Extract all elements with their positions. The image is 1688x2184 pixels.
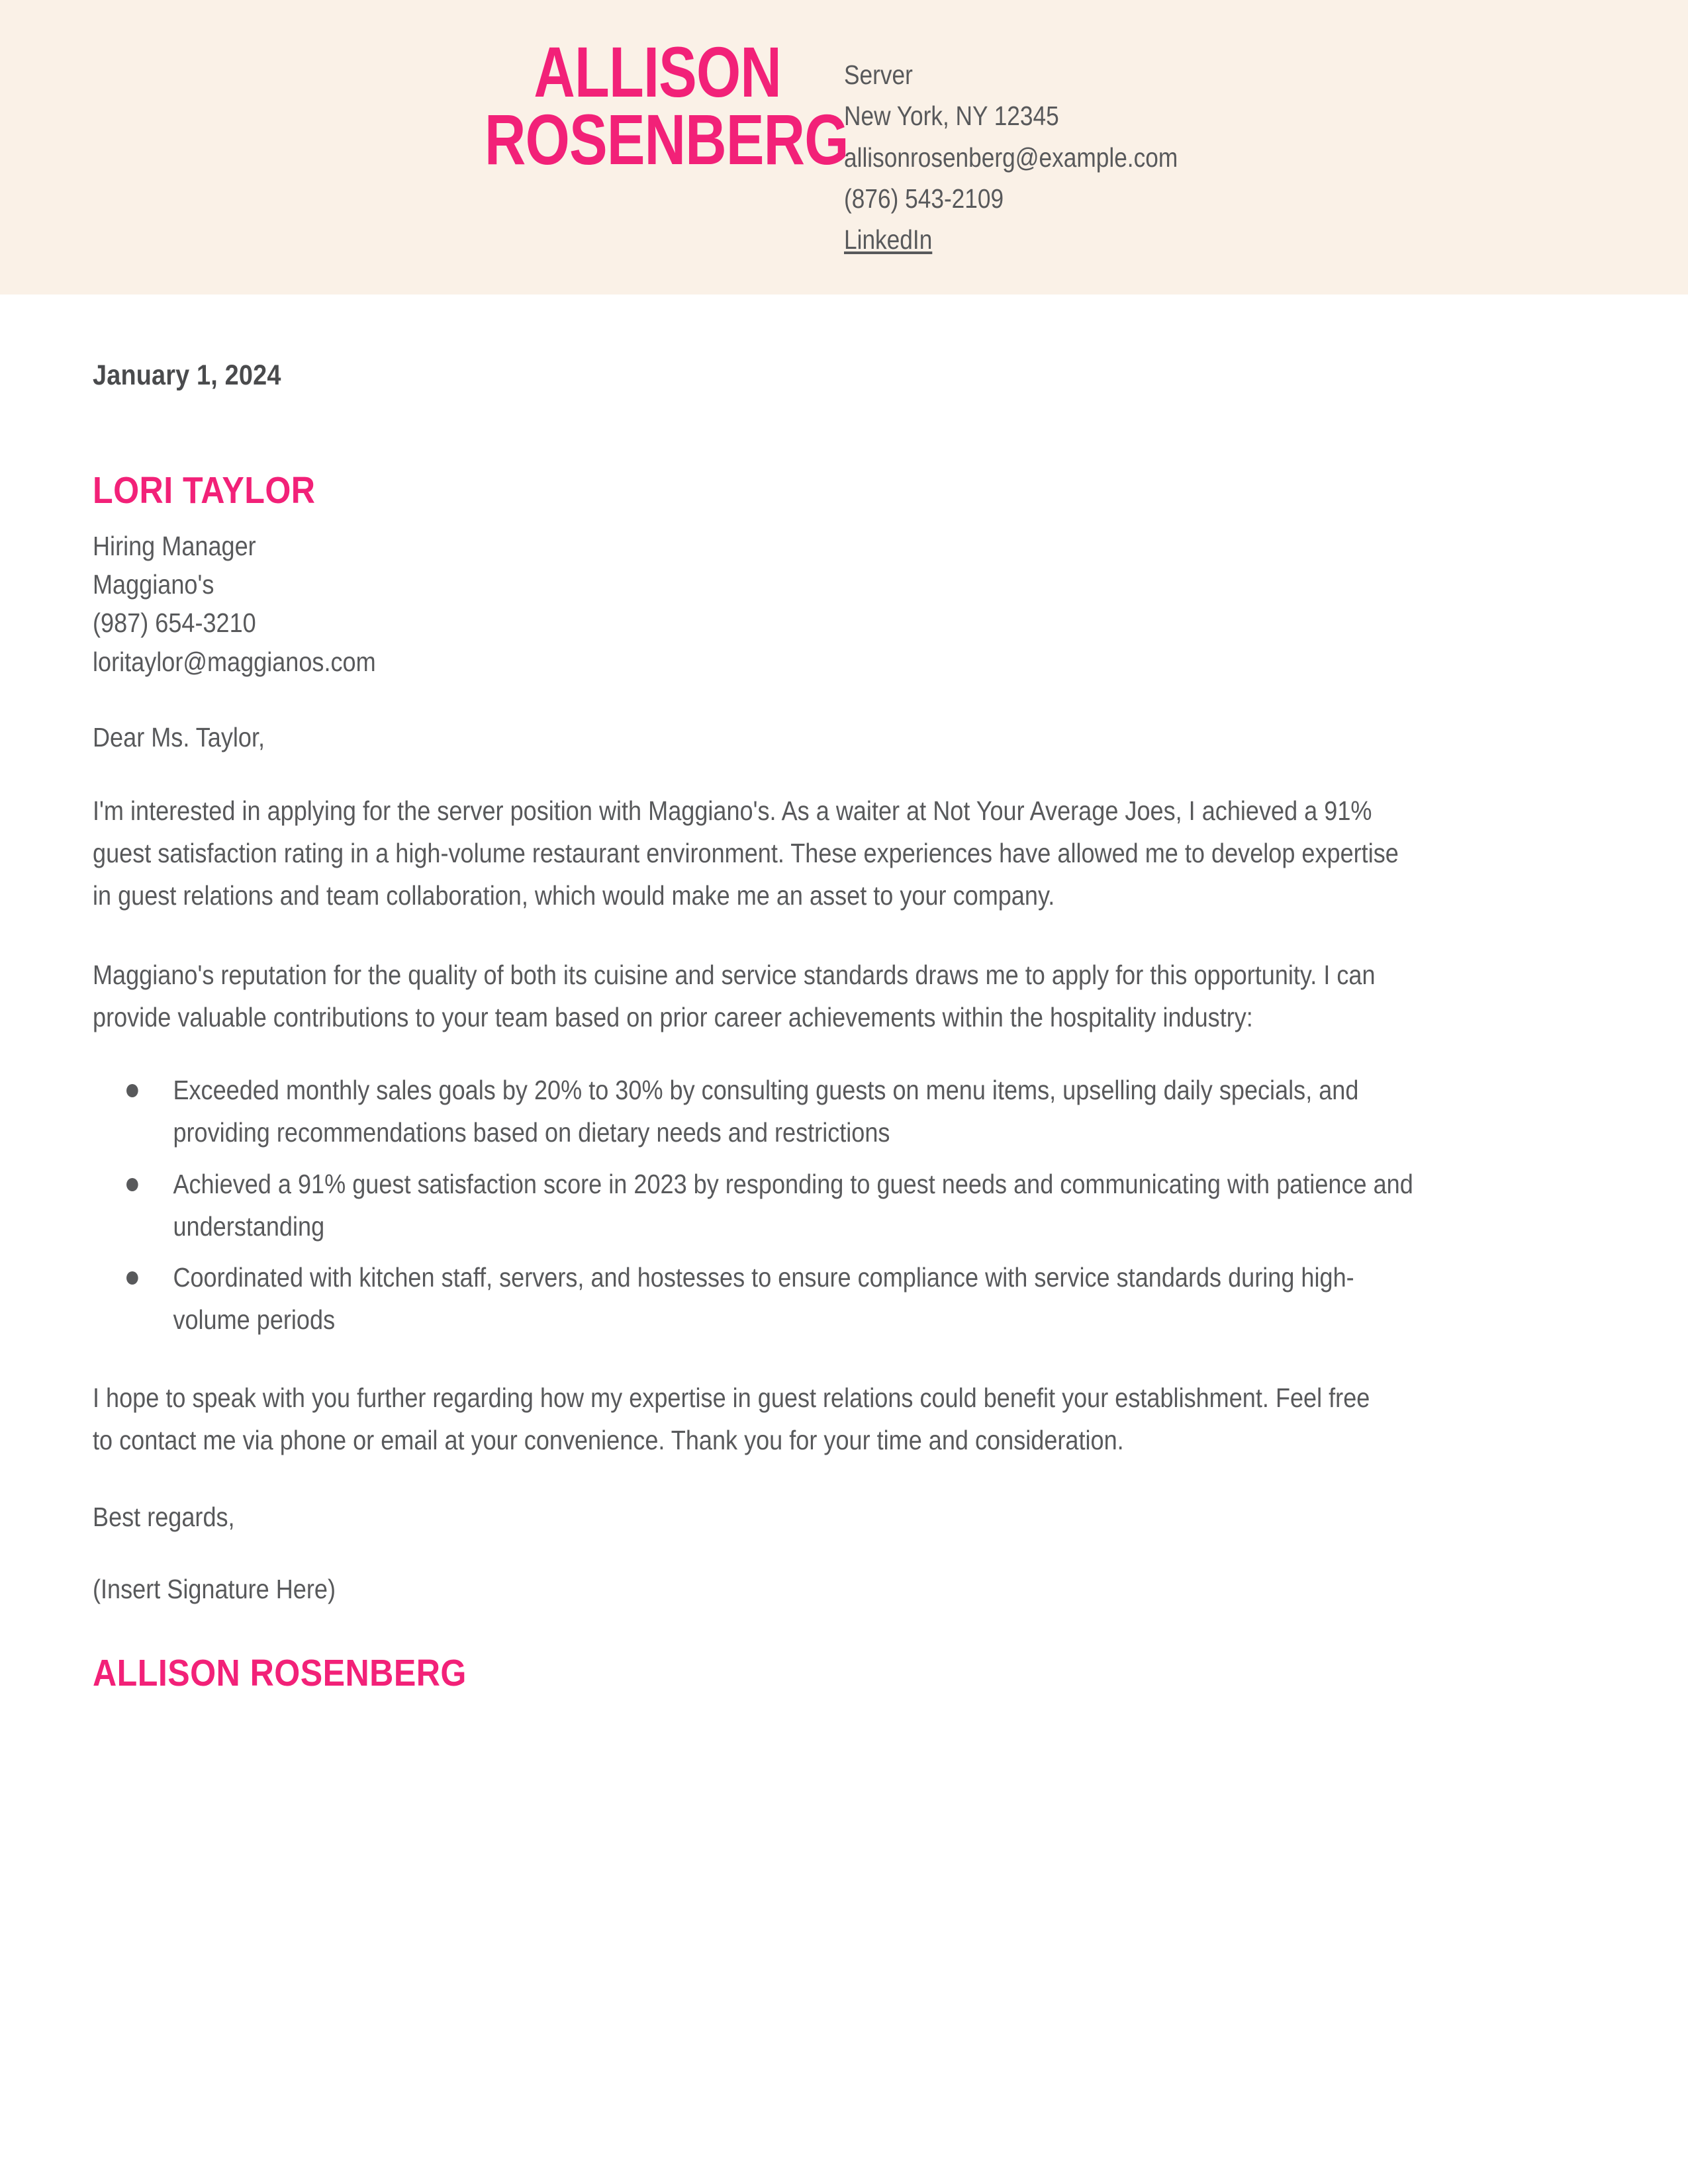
recipient-name: LORI TAYLOR: [93, 469, 316, 512]
applicant-last-name: ROSENBERG: [485, 99, 849, 179]
letter-paragraph-1: I'm interested in applying for the server position with Maggiano's. As a waiter at Not Your Average Joes, I achieved a 91% guest satisfaction rating in a high-volume restaurant environment. These experiences have allowed me to develop expertise in guest relations and team collaboration, which would make me an asset to your company.: [93, 795, 1399, 911]
list-item: [93, 1069, 1415, 1154]
letter-salutation: Dear Ms. Taylor,: [93, 721, 265, 752]
signature-placeholder: (Insert Signature Here): [93, 1574, 336, 1605]
bullet-dot-icon: [126, 1084, 138, 1097]
bullet-dot-icon: [126, 1271, 138, 1285]
list-item: [93, 1257, 1415, 1342]
letter-date: January 1, 2024: [93, 359, 281, 391]
letter-signoff: Best regards,: [93, 1502, 235, 1533]
applicant-location: New York, NY 12345: [844, 101, 1059, 132]
list-item-text: Achieved a 91% guest satisfaction score in 2023 by responding to guest needs and communicating with patience and understanding: [173, 1168, 1413, 1242]
recipient-company: Maggiano's: [93, 569, 214, 600]
bullet-dot-icon: [126, 1178, 138, 1191]
applicant-contact-block: [844, 54, 1232, 261]
applicant-email[interactable]: allisonrosenberg@example.com: [844, 142, 1178, 173]
applicant-first-name: ALLISON: [534, 32, 781, 112]
recipient-phone: (987) 654-3210: [93, 608, 256, 639]
signature-name: ALLISON ROSENBERG: [93, 1652, 467, 1695]
recipient-details: [93, 527, 1415, 681]
applicant-linkedin-link[interactable]: LinkedIn: [844, 224, 933, 255]
recipient-title: Hiring Manager: [93, 531, 256, 561]
letter-body: [0, 359, 1688, 1695]
list-item-text: Coordinated with kitchen staff, servers, and hostesses to ensure compliance with service standards during high-volume periods: [173, 1262, 1354, 1336]
list-item-text: Exceeded monthly sales goals by 20% to 30% by consulting guests on menu items, upselling daily specials, and providing recommendations based on dietary needs and restrictions: [173, 1074, 1359, 1148]
letterhead-header: [0, 0, 1688, 295]
letter-closing-paragraph: I hope to speak with you further regarding how my expertise in guest relations could benefit your establishment. Feel free to contact me via phone or email at your convenience. Thank you for your time and consideration.: [93, 1383, 1370, 1456]
recipient-email: loritaylor@maggianos.com: [93, 646, 376, 677]
letter-content-column: [93, 359, 1415, 1695]
letter-paragraph-2: Maggiano's reputation for the quality of both its cuisine and service standards draws me to apply for this opportunity. I can provide valuable contributions to your team based on prior career achievements within the hospitality industry:: [93, 959, 1376, 1032]
applicant-job-title: Server: [844, 60, 913, 90]
applicant-name-heading: [410, 32, 849, 179]
list-item: [93, 1163, 1415, 1248]
applicant-phone[interactable]: (876) 543-2109: [844, 183, 1004, 214]
achievements-list: [93, 1069, 1415, 1342]
